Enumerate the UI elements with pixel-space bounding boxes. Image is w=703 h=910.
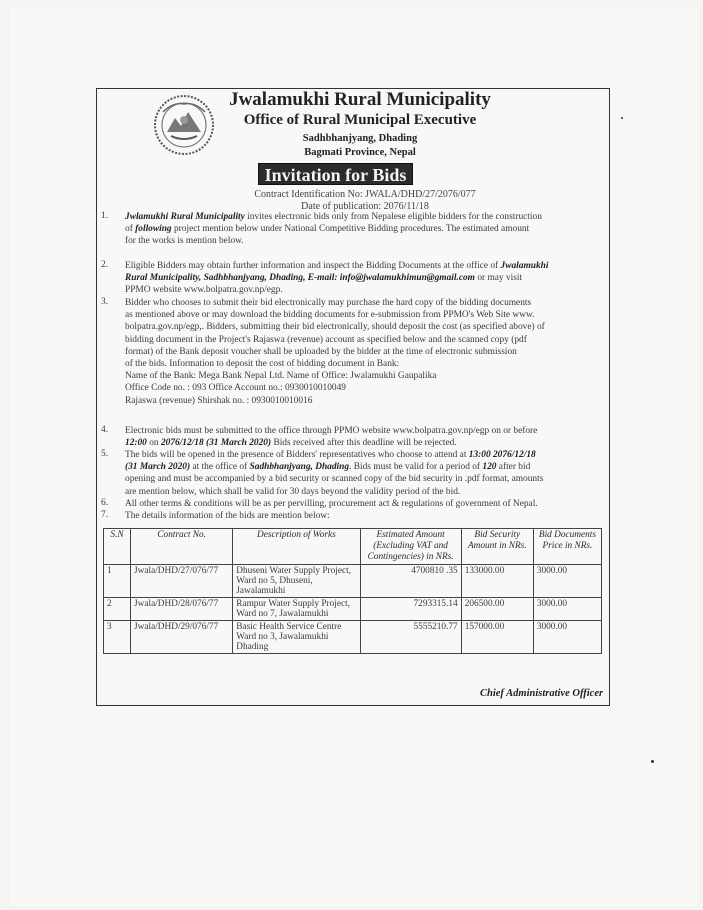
text-segment: Bids received after this deadline will be rejected. (271, 438, 457, 449)
table-cell: 3000.00 (533, 621, 601, 654)
text-segment: . Bids must be valid for a period of (349, 462, 483, 473)
office-location: Sadhbhanjyang, Dhading (302, 133, 418, 144)
item-line (125, 309, 597, 321)
text-segment: Office Code no. : 093 Office Account no.: 0930010010049 (125, 383, 346, 394)
item-line (125, 395, 597, 407)
text-segment: as mentioned above or may download the bidding documents for e-submission from PPMO's Web Site www. (125, 310, 535, 321)
text-segment: 2076/12/18 (31 March 2020) (160, 438, 272, 449)
item-number: 3. (101, 297, 109, 307)
table-cell: 3000.00 (533, 598, 601, 621)
item-text (125, 211, 597, 248)
item-text (125, 297, 597, 407)
text-segment: after bid (496, 462, 531, 473)
text-segment: 13:00 2076/12/18 (468, 450, 536, 460)
office-province: Bagmati Province, Nepal (304, 147, 416, 158)
text-segment: Jwalamukhi (500, 261, 549, 271)
publication-date: Date of publication: 2076/11/18 (301, 201, 429, 212)
col-description: Description of Works (233, 529, 360, 565)
text-segment: opening and must be accompanied by a bid security or scanned copy of the bid security in .pdf format, amounts (125, 474, 544, 485)
table-cell: 4700810 .35 (360, 565, 461, 598)
text-segment: format) of the Bank deposit voucher shall be uploaded by the bidder at the time of electronic submission (125, 346, 517, 357)
table-cell: Jwala/DHD/29/076/77 (131, 621, 233, 654)
table-cell: 206500.00 (461, 598, 533, 621)
col-bid-security: Bid Security Amount in NRs. (461, 529, 533, 565)
table-cell: 5555210.77 (360, 621, 461, 654)
item-line (125, 449, 597, 461)
item-line (125, 461, 597, 473)
contract-id: Contract Identification No: JWALA/DHD/27/2076/077 (254, 189, 476, 200)
item-line (125, 272, 597, 284)
table-cell: 1 (104, 565, 131, 598)
text-segment: The details information of the bids are mention below: (125, 511, 330, 521)
item-number: 6. (101, 498, 109, 508)
bids-table (103, 528, 602, 654)
item-line (125, 425, 597, 437)
text-segment: at the office of (190, 462, 250, 473)
text-segment: for the works is mention below. (125, 236, 244, 247)
text-segment: Rajaswa (revenue) Shirshak no. : 0930010010016 (125, 395, 313, 406)
table-cell: 157000.00 (461, 621, 533, 654)
col-estimated-amount: Estimated Amount (Excluding VAT and Contingencies) in NRs. (360, 529, 461, 565)
text-segment: PPMO website www.bolpatra.gov.np/egp. (125, 285, 283, 296)
org-name: Jwalamukhi Rural Municipality (229, 89, 491, 110)
text-segment: Eligible Bidders may obtain further information and inspect the Bidding Documents at the office of (125, 261, 501, 271)
table-cell: 2 (104, 598, 131, 621)
table-cell: 3000.00 (533, 565, 601, 598)
text-segment: invites electronic bids only from Nepalese eligible bidders for the construction (244, 212, 542, 222)
item-number: 4. (101, 425, 109, 435)
item-line (125, 346, 597, 358)
table-cell: Rampur Water Supply Project, Ward no 7, Jawalamukhi (233, 598, 360, 621)
item-line (125, 223, 597, 235)
item-line (125, 211, 597, 223)
item-line (125, 260, 597, 272)
item-line (125, 334, 597, 346)
text-segment: The bids will be opened in the presence of Bidders' representatives who choose to attend at (125, 450, 469, 460)
text-segment: Electronic bids must be submitted to the office through PPMO website www.bolpatra.gov.np/egp on or before (125, 426, 538, 436)
table-header-row (104, 529, 602, 565)
item-line (125, 297, 597, 309)
text-segment: following (135, 224, 172, 235)
col-contract-no: Contract No. (131, 529, 233, 565)
text-segment: or may visit (474, 273, 523, 284)
signature-title: Chief Administrative Officer (480, 688, 604, 699)
scan-speck (621, 117, 623, 119)
item-text (125, 425, 597, 449)
item-number: 7. (101, 510, 109, 520)
table-cell: Jwala/DHD/28/076/77 (131, 598, 233, 621)
item-number: 2. (101, 260, 109, 270)
text-segment: bolpatra.gov.np/egp,. Bidders, submitting their bid electronically, should deposit the cost (as specified above) of (125, 322, 545, 333)
item-text (125, 498, 597, 510)
col-sn: S.N (104, 529, 131, 565)
table-row (104, 598, 602, 621)
item-line (125, 382, 597, 394)
table-cell: 7293315.14 (360, 598, 461, 621)
scan-speck (651, 760, 654, 763)
item-line (125, 498, 597, 510)
table-cell: Jwala/DHD/27/076/77 (131, 565, 233, 598)
item-line (125, 510, 597, 522)
table-cell: Basic Health Service Centre Ward no 3, Jawalamukhi Dhading (233, 621, 360, 654)
item-line (125, 370, 597, 382)
text-segment: All other terms & conditions will be as per pervilling, procurement act & regulations of government of Nepal. (125, 499, 538, 509)
text-segment: on (146, 438, 161, 449)
text-segment: Jwlamukhi Rural Municipality (125, 212, 245, 222)
table-cell: Dhuseni Water Supply Project, Ward no 5, Dhuseni, Jawalamukhi (233, 565, 360, 598)
text-segment: project mention below under National Competitive Bidding procedures. The estimated amount (171, 224, 530, 235)
text-segment: Name of the Bank: Mega Bank Nepal Ltd. Name of Office: Jwalamukhi Gaupalika (125, 371, 437, 382)
text-segment: (31 March 2020) (125, 462, 191, 473)
text-segment: 12:00 (125, 438, 147, 449)
notice-title: Invitation for Bids (258, 163, 413, 185)
item-line (125, 358, 597, 370)
item-text (125, 510, 597, 522)
col-document-price: Bid Documents Price in NRs. (533, 529, 601, 565)
item-line (125, 235, 597, 247)
item-line (125, 473, 597, 485)
office-name: Office of Rural Municipal Executive (243, 112, 477, 128)
item-line (125, 437, 597, 449)
table-row (104, 621, 602, 654)
item-text (125, 449, 597, 498)
item-text (125, 260, 597, 297)
text-segment: are mention below, which shall be valid for 30 days beyond the validity period of the bid. (125, 486, 461, 497)
table-row (104, 565, 602, 598)
item-number: 1. (101, 211, 109, 221)
text-segment: bidding document in the Project's Rajaswa (revenue) account as specified below and the scanned copy (pdf (125, 334, 527, 345)
text-segment: Sadhbhanjyang, Dhading (249, 462, 350, 473)
text-segment: of (125, 224, 136, 235)
item-line (125, 486, 597, 498)
table-cell: 133000.00 (461, 565, 533, 598)
item-line (125, 321, 597, 333)
text-segment: 120 (482, 462, 497, 473)
item-line (125, 284, 597, 296)
text-segment: Bidder who chooses to submit their bid electronically may purchase the hard copy of the bidding documents (125, 298, 532, 308)
table-cell: 3 (104, 621, 131, 654)
item-number: 5. (101, 449, 109, 459)
text-segment: Rural Municipality, Sadhbhanjyang, Dhading, E-mail: info@jwalamukhimun@gmail.com (125, 273, 475, 284)
text-segment: of the bids. Information to deposit the cost of bidding document in Bank: (125, 359, 400, 370)
